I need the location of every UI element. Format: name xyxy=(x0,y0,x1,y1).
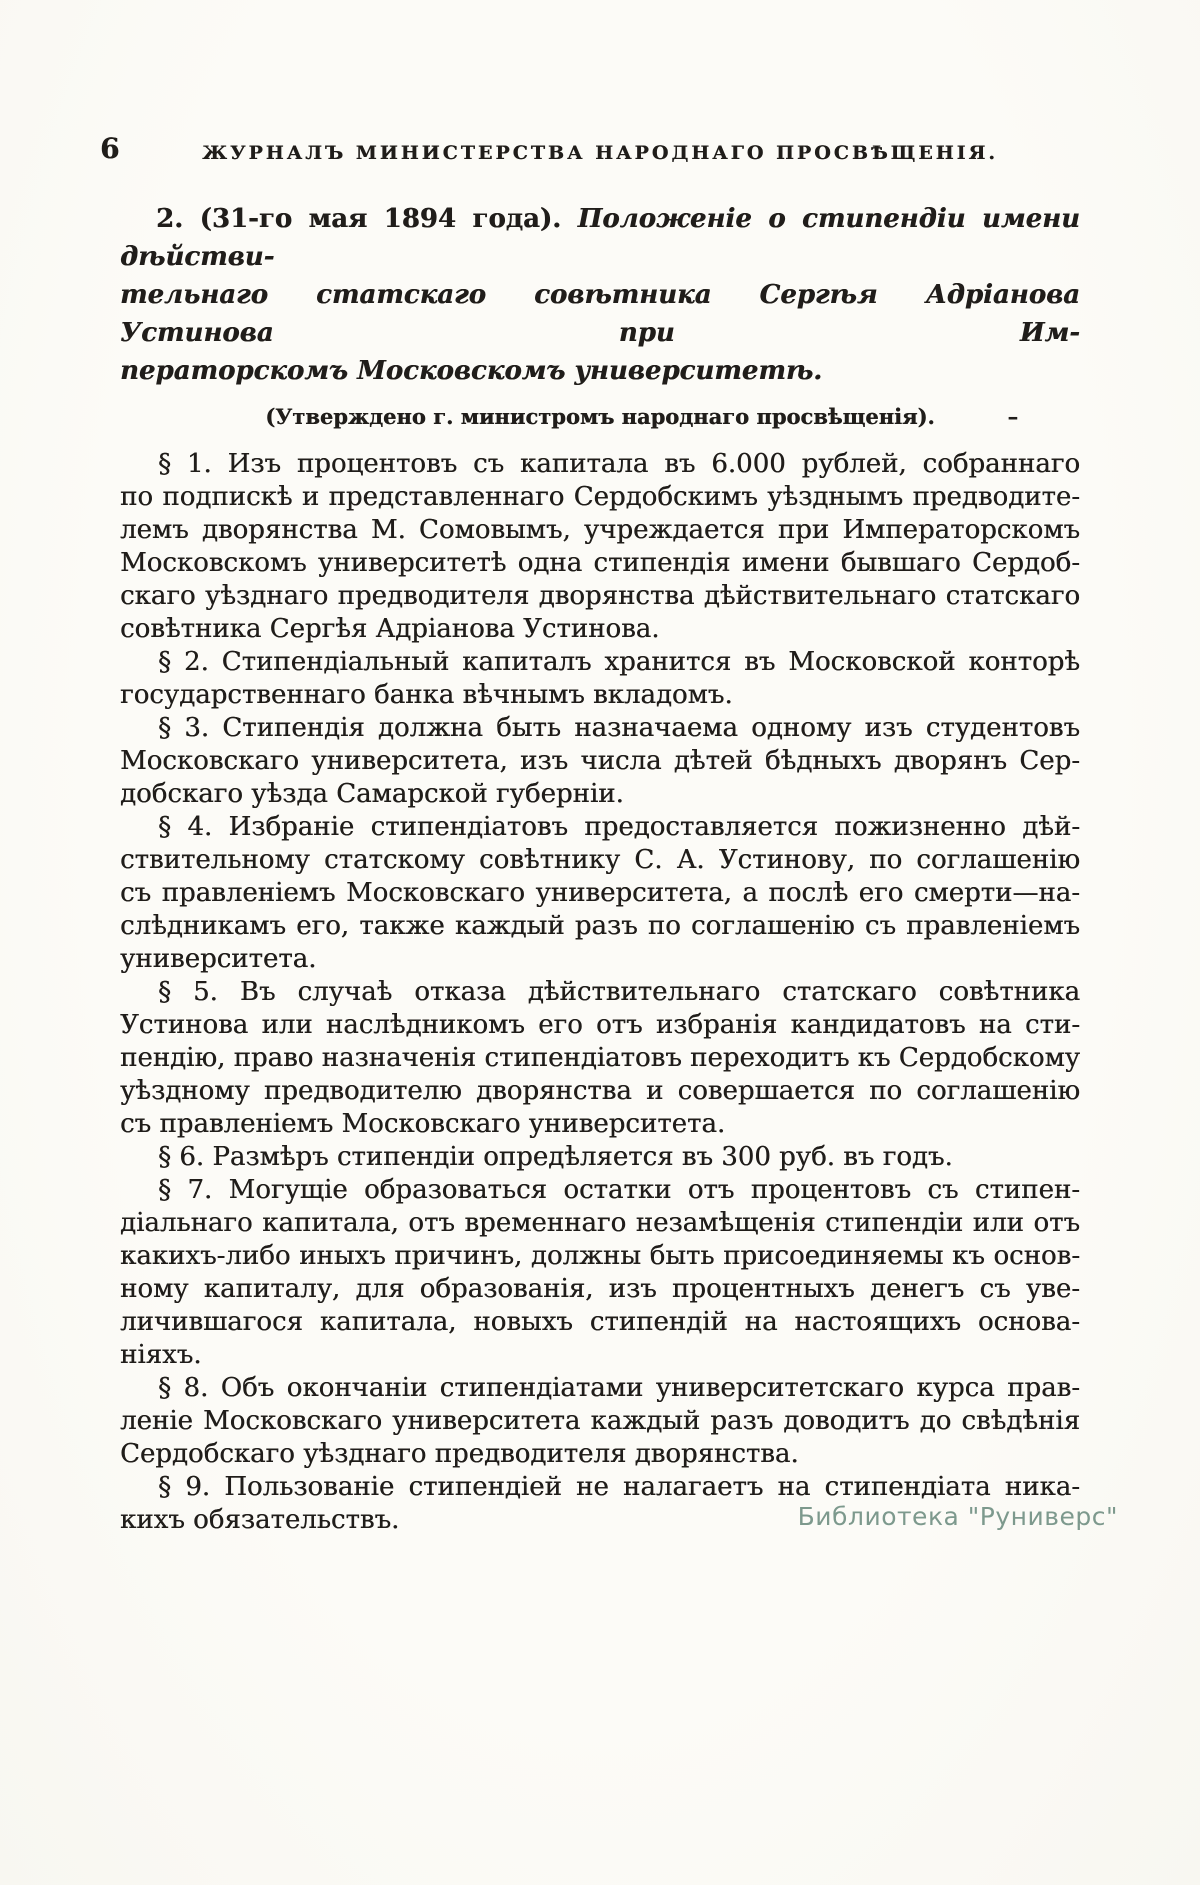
text-line: леніе Московскаго университета каждый разъ доводитъ до свѣдѣнія xyxy=(120,1406,1080,1436)
section-6 xyxy=(120,1141,1080,1174)
text-line: съ правленіемъ Московскаго университета, а послѣ его смерти—на- xyxy=(120,878,1080,908)
section-2 xyxy=(120,646,1080,712)
text-line: личившагося капитала, новыхъ стипендій на настоящихъ основа- xyxy=(120,1307,1080,1337)
text-line: § 1. Изъ процентовъ съ капитала въ 6.000 рублей, собраннаго xyxy=(158,449,1080,479)
text-line: § 5. Въ случаѣ отказа дѣйствительнаго статскаго совѣтника xyxy=(158,977,1080,1007)
text-line: § 6. Размѣръ стипендіи опредѣляется въ 300 руб. въ годъ. xyxy=(158,1142,953,1172)
text-line: § 9. Пользованіе стипендіей не налагаетъ на стипендіата ника- xyxy=(158,1472,1080,1502)
decree-body xyxy=(120,448,1080,1537)
text-line: Сердобскаго уѣзднаго предводителя дворянства. xyxy=(120,1439,799,1469)
section-5 xyxy=(120,976,1080,1141)
text-line: пендію, право назначенія стипендіатовъ переходитъ къ Сердобскому xyxy=(120,1043,1080,1073)
decree-title-text: Положеніе о стипендіи имени дѣйстви- xyxy=(120,204,1080,272)
text-line: § 8. Объ окончаніи стипендіатами университетскаго курса прав- xyxy=(158,1373,1080,1403)
section-7 xyxy=(120,1174,1080,1372)
text-line: какихъ-либо иныхъ причинъ, должны быть присоединяемы къ основ- xyxy=(120,1241,1080,1271)
approval-text: (Утверждено г. министромъ народнаго просвѣщенія). xyxy=(265,404,935,429)
text-line: университета. xyxy=(120,944,317,974)
text-line: § 7. Могущіе образоваться остатки отъ процентовъ съ стипен- xyxy=(158,1175,1080,1205)
text-line: Устинова или наслѣдникомъ его отъ избранія кандидатовъ на сти- xyxy=(120,1010,1080,1040)
text-line: государственнаго банка вѣчнымъ вкладомъ. xyxy=(120,680,733,710)
text-line: ному капиталу, для образованія, изъ процентныхъ денегъ съ уве- xyxy=(120,1274,1080,1304)
text-line: лемъ дворянства М. Сомовымъ, учреждается при Императорскомъ xyxy=(120,515,1080,545)
text-line: совѣтника Сергѣя Адріанова Устинова. xyxy=(120,614,660,644)
approval-line xyxy=(120,400,1080,434)
text-line: діальнаго капитала, отъ временнаго незамѣщенія стипендіи или отъ xyxy=(120,1208,1080,1238)
text-line: § 2. Стипендіальный капиталъ хранится въ Московской конторѣ xyxy=(158,647,1080,677)
text-line: по подпискѣ и представленнаго Сердобскимъ уѣзднымъ предводите- xyxy=(120,482,1080,512)
text-line: съ правленіемъ Московскаго университета. xyxy=(120,1109,726,1139)
decree-date-prefix: 2. (31-го мая 1894 года). xyxy=(156,204,562,234)
page-content xyxy=(120,200,1080,1537)
journal-title-header: ЖУРНАЛЪ МИНИСТЕРСТВА НАРОДНАГО ПРОСВѢЩЕНІЯ. xyxy=(202,142,998,164)
section-8 xyxy=(120,1372,1080,1471)
text-line: слѣдникамъ его, также каждый разъ по соглашенію съ правленіемъ xyxy=(120,911,1080,941)
text-line: § 4. Избраніе стипендіатовъ предоставляется пожизненно дѣй- xyxy=(158,812,1080,842)
text-line: ніяхъ. xyxy=(120,1340,202,1370)
section-3 xyxy=(120,712,1080,811)
text-line: кихъ обязательствъ. xyxy=(120,1505,400,1535)
page-number: 6 xyxy=(100,132,120,165)
section-1 xyxy=(120,448,1080,646)
text-line: Московскомъ университетѣ одна стипендія имени бывшаго Сердоб- xyxy=(120,548,1080,578)
text-line: ператорскомъ Московскомъ университетѣ. xyxy=(120,356,823,386)
text-line: скаго уѣзднаго предводителя дворянства дѣйствительнаго статскаго xyxy=(120,581,1080,611)
section-4 xyxy=(120,811,1080,976)
text-line: тельнаго статскаго совѣтника Сергѣя Адріанова Устинова при Им- xyxy=(120,280,1080,348)
text-line: § 3. Стипендія должна быть назначаема одному изъ студентовъ xyxy=(158,713,1080,743)
text-line: добскаго уѣзда Самарской губерніи. xyxy=(120,779,624,809)
text-line: Московскаго университета, изъ числа дѣтей бѣдныхъ дворянъ Сер- xyxy=(120,746,1080,776)
text-line: уѣздному предводителю дворянства и совершается по соглашенію xyxy=(120,1076,1080,1106)
text-line xyxy=(120,200,1080,276)
text-line: ствительному статскому совѣтнику С. А. Устинову, по соглашенію xyxy=(120,845,1080,875)
decree-title xyxy=(120,200,1080,390)
approval-dash: – xyxy=(1007,404,1018,429)
library-watermark: Библиотека "Руниверс" xyxy=(797,1502,1118,1531)
